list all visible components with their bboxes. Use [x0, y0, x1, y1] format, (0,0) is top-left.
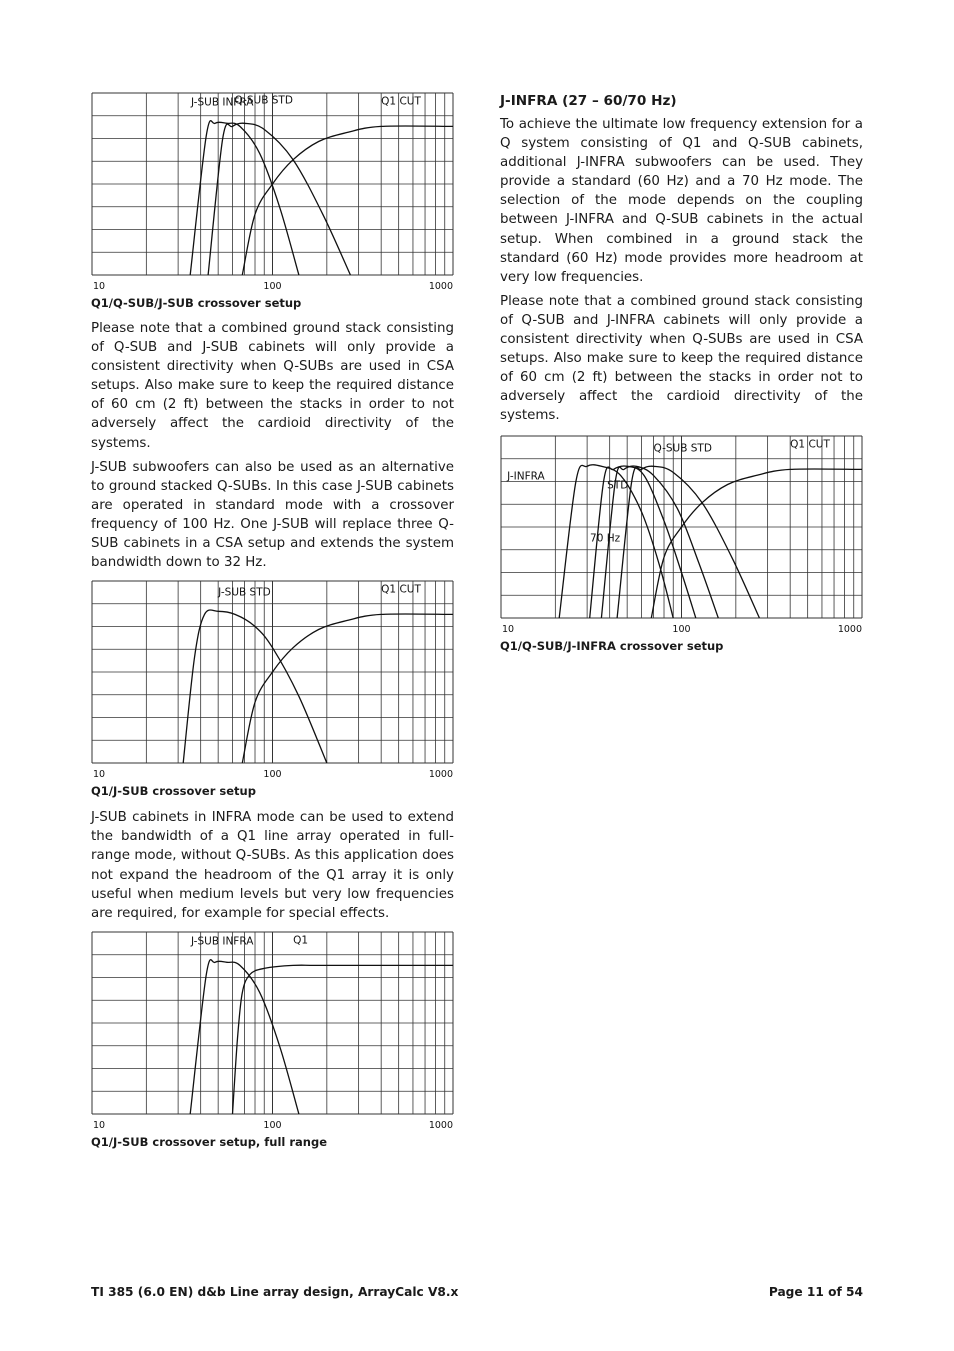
x-tick-label: 1000 [428, 769, 453, 781]
x-tick-label: 100 [263, 769, 282, 781]
x-tick-label: 10 [502, 623, 515, 635]
x-tick-label: 10 [93, 281, 106, 292]
x-tick-label: 10 [93, 1119, 106, 1131]
chart-q1-qsub-jinfra [500, 435, 863, 635]
chart-caption: Q1/Q-SUB/J-SUB crossover setup [91, 296, 302, 310]
x-tick-label: 10 [93, 769, 106, 781]
series-label: Q-SUB STD [653, 441, 712, 454]
paragraph: To achieve the ultimate low frequency extension for a Q system consisting of Q1 and Q-SUB cabinets, additional J-INFRA subwoofers can be used. They provide a standard (60 Hz) and a 70 Hz mode. The selection of the mode depends on the coupling between J-INFRA and Q-SUB cabinets in the actual setup. When combined in a ground stack the standard (60 Hz) mode provides more headroom at very low frequencies. [500, 117, 863, 285]
chart-caption: Q1/Q-SUB/J-INFRA crossover setup [500, 638, 724, 653]
chart-caption: Q1/J-SUB crossover setup, full range [91, 1134, 328, 1149]
paragraph: Please note that a combined ground stack consisting of Q-SUB and J-INFRA cabinets will only provide a consistent directivity when Q-SUBs are used in CSA setups. Also make sure to keep the required distance of 60 cm (2 ft) between the stacks in order not to adversely affect the cardioid directivity of the systems. [500, 293, 863, 424]
series-label: Q1 CUT [790, 437, 830, 450]
series-label: Q1 CUT [381, 583, 421, 596]
series-label: Q1 [293, 934, 309, 947]
x-tick-label: 100 [263, 281, 282, 292]
series-line [233, 965, 454, 1114]
footer-page-number: Page 11 of 54 [768, 1285, 863, 1299]
x-tick-label: 1000 [837, 623, 862, 635]
x-tick-label: 100 [263, 1119, 282, 1131]
x-tick-label: 1000 [428, 1119, 453, 1131]
series-label: J-SUB STD [218, 586, 271, 599]
chart-caption: Q1/J-SUB crossover setup [91, 784, 256, 799]
section-heading: J-INFRA (27 – 60/70 Hz) [500, 93, 677, 109]
series-label: J-SUB INFRA [190, 96, 254, 109]
footer-document-title: TI 385 (6.0 EN) d&b Line array design, ArrayCalc V8.x [91, 1285, 459, 1299]
paragraph: Please note that a combined ground stack consisting of Q-SUB and J-SUB cabinets will only provide a consistent directivity when Q-SUBs are used in CSA setups. Also make sure to keep the required distance of 60 cm (2 ft) between the stacks in order to not adversely affect the cardioid directivity of the systems. [91, 321, 454, 451]
series-label: J-SUB INFRA [190, 935, 254, 948]
series-label: 70 Hz [590, 531, 621, 544]
right-column [500, 92, 863, 654]
chart-q1-jsub-full-range [91, 931, 454, 1131]
left-column [91, 92, 454, 1150]
x-tick-label: 100 [672, 623, 691, 635]
paragraph: J-SUB cabinets in INFRA mode can be used to extend the bandwidth of a Q1 line array operated in full-range mode, without Q-SUBs. As this application does not expand the headroom of the Q1 array it is only useful when medium levels but very low frequencies are required, for example for special effects. [91, 810, 454, 921]
chart-q1-jsub [91, 580, 454, 780]
chart-q1-qsub-jsub [91, 92, 454, 292]
paragraph: J-SUB subwoofers can also be used as an alternative to ground stacked Q-SUBs. In this case J-SUB cabinets are operated in standard mode with a crossover frequency of 100 Hz. One J-SUB will replace three Q-SUB cabinets in a CSA setup and extends the system bandwidth down to 32 Hz. [91, 459, 454, 571]
series-label: J-INFRA [507, 469, 545, 482]
x-tick-label: 1000 [428, 281, 453, 292]
series-label: Q1 CUT [381, 95, 421, 108]
series-label: Q-SUB STD [234, 94, 293, 107]
series-label: STD [607, 478, 629, 491]
